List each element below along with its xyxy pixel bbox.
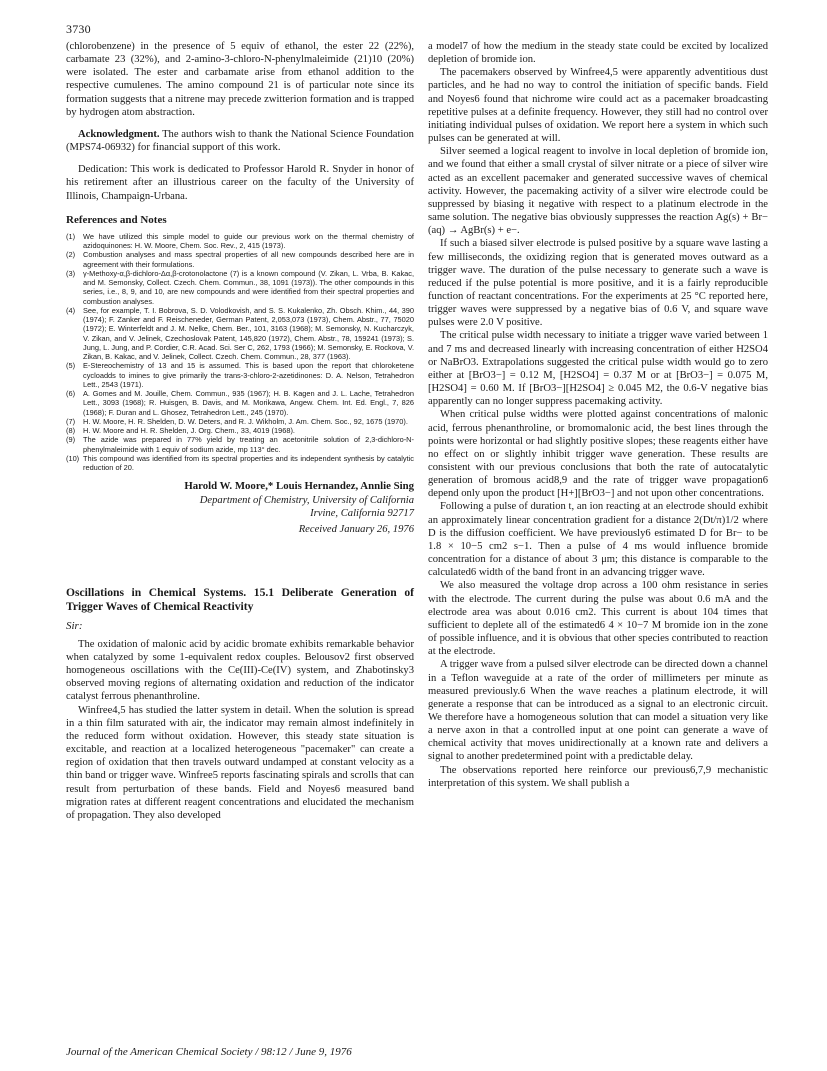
author-line: Harold W. Moore,* Louis Hernandez, Annlie Sing: [184, 480, 414, 493]
reference-text: The azide was prepared in 77% yield by treating an acetonitrile solution of 2,3-dichloro-N-phenylmaleimide with 1 equiv of sodium azide, mp 113° dec.: [83, 435, 414, 454]
affiliation-location: Irvine, California 92717: [310, 508, 414, 520]
reference-number: (7): [66, 416, 76, 426]
left-column: [66, 40, 414, 822]
affiliation-department: Department of Chemistry, University of California: [199, 494, 414, 506]
body-paragraph: The critical pulse width necessary to initiate a trigger wave varied between 1 and 7 ms and decreased linearly with increasing concentration of either H2SO4 or NaBrO3. Extrapolations suggested the critical pulse width would go to zero either at [BrO3−] = 0.12 M, [H2SO4] = 0.37 M or at [BrO3−] = 0.075 M, [H2SO4] = 0.60 M. If [BrO3−][H2SO4] ≥ 0.045 M2, the 0.6-V negative bias apparently can no longer suppress pacemaking activity.: [428, 330, 768, 408]
reference-item: [66, 389, 414, 417]
body-paragraph: The observations reported here reinforce our previous6,7,9 mechanistic interpretation of this system. We shall publish a: [428, 764, 768, 789]
reference-text: We have utilized this simple model to guide our previous work on the thermal chemistry of azidoquinones: H. W. Moore, Chem. Soc. Rev., 2, 415 (1973).: [83, 231, 414, 251]
reference-text: γ-Methoxy-α,β-dichloro-Δα,β-crotonolactone (7) is a known compound (V. Zikan, L. Vrba, B. Kakac, and M. Semonsky, Collect. Czech. Chem. Commun., 38, 1091 (1973)). The other compounds in this series, i.e., 8, 9, and 10, are new compounds and were identified from their spectral properties and combustion analyses.: [83, 268, 414, 306]
reference-number: (3): [66, 268, 76, 278]
references-list: [66, 232, 414, 473]
body-paragraph: Following a pulse of duration t, an ion reacting at an electrode should exhibit an approximately linear concentration gradient for a distance 2(Dt/π)1/2 where D is the diffusion coefficient. We have previously6 estimated D for Br− to be 1.8 × 10−5 cm2 s−1. Then a pulse of 4 ms would influence bromide concentration for a distance of about 3 μm; this distance is comparable to the calculated6 width of the band front in an advancing trigger wave.: [428, 501, 768, 579]
reference-number: (5): [66, 361, 76, 371]
reference-number: (4): [66, 305, 76, 315]
reference-text: E-Stereochemistry of 13 and 15 is assumed. This is based upon the report that chloroketene cycloadds to imines to give primarily the trans-3-chloro-2-azetidinones: D. A. Nelson, Tetrahedron Lett., 2543 (1971).: [83, 361, 414, 389]
reference-item: [66, 454, 414, 473]
reference-item: [66, 269, 414, 306]
body-paragraph: When critical pulse widths were plotted against concentrations of malonic acid, ferrous phenanthroline, or bromomalonic acid, the best lines through the points were horizontal or had slightly positive slopes; these reagents either have no effect on or slightly inhibit trigger wave generation. These results are consistent with our previous conclusions that both the rate of autocatalytic generation of bromous acid8,9 and the rate of trigger wave propagation6 depend only upon the product [H+][BrO3−] and not upon other concentrations.: [428, 409, 768, 500]
body-paragraph: Silver seemed a logical reagent to involve in local depletion of bromide ion, and we found that either a small crystal of silver nitrate or a piece of silver wire acted as an excellent pacemaker and generated successive waves of chemical activity. However, the pacemaking activity of a silver wire electrode could be suppressed by biasing it negative with respect to a platinum electrode in the same solution. The negative bias obviously suppresses the reaction Ag(s) + Br−(aq) → AgBr(s) + e−.: [428, 146, 768, 237]
reference-number: (1): [66, 231, 76, 241]
reference-number: (2): [66, 250, 76, 260]
body-paragraph: a model7 of how the medium in the steady state could be excited by localized depletion of bromide ion.: [428, 41, 768, 66]
reference-text: H. W. Moore, H. R. Shelden, D. W. Deters, and R. J. Wikholm, J. Am. Chem. Soc., 92, 1675 (1970).: [83, 416, 408, 426]
reference-item: [66, 435, 414, 454]
body-paragraph: The oxidation of malonic acid by acidic bromate exhibits remarkable behavior when catalyzed by some 1-equivalent redox couples. Belousov2 first observed homogeneous oscillations with the Ce(III)-Ce(IV) system, and Zhabotinsky3 observed moving regions of alternating oxidation and reduction of the indicator catalyst ferrous phenanthroline.: [66, 638, 414, 703]
article-title: Oscillations in Chemical Systems. 15.1 Deliberate Generation of Trigger Waves of Chemical Reactivity: [66, 585, 414, 613]
journal-footer: Journal of the American Chemical Society / 98:12 / June 9, 1976: [66, 1046, 352, 1058]
reference-item: [66, 361, 414, 389]
body-paragraph: A trigger wave from a pulsed silver electrode can be directed down a channel in a Teflon waveguide at a rate of the order of millimeters per minute as measured previously.6 When the wave reaches a platinum electrode, it will generate a response that can be introduced as a signal to an electronic circuit. We therefore have a homogeneous solution that can model a situation very like a nerve axon in that a controlled input at one point can generate a wave of chemical activity that moves unidirectionally at a known rate and delivers a signal to another predetermined point with a predictable delay.: [428, 659, 768, 763]
references-heading: References and Notes: [66, 213, 167, 226]
reference-text: A. Gomes and M. Jouille, Chem. Commun., 935 (1967); H. B. Kagen and J. L. Lache, Tetrahedron Lett., 3093 (1968); R. Huisgen, B. Davis, and M. Morikawa, Angew. Chem. Int. Ed. Engl., 7, 826 (1968); F. Duran and L. Ghosez, Tetrahedron Lett., 245 (1970).: [83, 389, 414, 417]
reference-text: Combustion analyses and mass spectral properties of all new compounds described here are in agreement with their formulations.: [83, 250, 414, 269]
body-paragraph: Winfree4,5 has studied the latter system in detail. When the solution is spread in a thin film saturated with air, the indicator may remain almost indefinitely in the reduced form without oxidation. However, this steady state situation is excitable, and reaction at a localized heterogeneous "pacemaker" can create a region of oxidation that then travels outward undamped at constant velocity as a thin band or trigger wave. Winfree5 reports fascinating spirals and scrolls that can result from perturbation of these bands. Field and Noyes6 measured band migration rates at different reagent concentrations and elucidated the mechanism of propagation. They also developed: [66, 704, 414, 821]
reference-item: [66, 306, 414, 362]
reference-text: This compound was identified from its spectral properties and its independent synthesis by catalytic reduction of 20.: [83, 453, 414, 473]
ack-text: The authors wish to thank the National Science Foundation (MPS74-06932) for financial support of this work.: [66, 128, 414, 154]
salutation: Sir:: [66, 619, 83, 632]
ack-label: Acknowledgment.: [78, 128, 160, 140]
acknowledgment: [66, 128, 414, 154]
body-paragraph: If such a biased silver electrode is pulsed positive by a square wave lasting a few milliseconds, the oxidizing region that is generated moves outward as a trigger wave. The duration of the pulse necessary to generate such a wave is reduced if the pulse potential is more positive, and it is a fairly reproducible function of reactant concentrations. For the experiments at 25 °C reported here, trigger waves were suppressed by a negative bias of 0.6 V, and square wave pulses were 2.0 V positive.: [428, 238, 768, 329]
reference-item: [66, 250, 414, 269]
reference-number: (6): [66, 389, 76, 399]
received-date: Received January 26, 1976: [298, 523, 414, 535]
right-column: [428, 40, 768, 790]
dedication: Dedication: This work is dedicated to Professor Harold R. Snyder in honor of his retirement after an illustrious career on the faculty of the University of Illinois, Champaign-Urbana.: [66, 164, 414, 202]
body-paragraph: The pacemakers observed by Winfree4,5 were apparently adventitious dust particles, and he had no way to control the initiation of specific bands. Field and Noyes6 found that nichrome wire could act as a pacemaker broadcasting repetitive pulses at a definite frequency. However, they still had no control over initiating individual pulses of oxidation. We report here a system in which such pulses can be generated at will.: [428, 67, 768, 145]
intro-paragraph: (chlorobenzene) in the presence of 5 equiv of ethanol, the ester 22 (22%), carbamate 23 (32%), and 2-amino-3-chloro-N-phenylmaleimide (21)10 (20%) were isolated. The ester and carbamate arise from ethanol addition to the respective cumulenes. The amino compound 21 is of particular note since its formation suggests that a nitrene may precede zwitterion formation and is trapped by hydrogen atom abstraction.: [66, 41, 414, 118]
body-paragraph: We also measured the voltage drop across a 100 ohm resistance in series with the electrode. The current during the pulse was about 0.6 mA and the electrode area was about 0.016 cm2. This current is about 104 times that sufficient to deplete all of the estimated6 4 × 10−7 M bromide ion in the zone of possible influence, and it is obvious that other species contributed to reaction at the electrode.: [428, 580, 768, 658]
reference-item: [66, 417, 414, 426]
reference-item: [66, 426, 414, 435]
reference-number: (10): [66, 453, 80, 463]
reference-text: H. W. Moore and H. R. Shelden, J. Org. Chem., 33, 4019 (1968).: [83, 426, 295, 436]
page-number: 3730: [66, 22, 91, 36]
reference-number: (9): [66, 435, 76, 445]
reference-text: See, for example, T. I. Bobrova, S. D. Volodkovish, and S. S. Kukalenko, Zh. Obsch. Khim., 44, 390 (1974); F. Zanker and F. Reischeneder, German Patent, 2,053,073 (1973), Chem. Abstr., 77, 75020 (1972); E. Winterfeldt and J. M. Nelke, Chem. Ber., 101, 3163 (1968); M. Semonsky, N. Kucharczyk, V. Zikan, and V. Jelinek, Czechoslovak Patent, 145,820 (1972), Chem. Abstr., 78, 159241 (1973); S. Jung, L. Jung, and P. Cordier, C.R. Acad. Sci. Ser C, 262, 1793 (1966); M. Semonsky, E. Rockova, V. Zikan, B. Kakac, and V. Jelinek, Collect. Czech. Chem. Commun., 28, 377 (1963).: [83, 305, 414, 362]
reference-number: (8): [66, 426, 76, 436]
reference-item: [66, 232, 414, 251]
